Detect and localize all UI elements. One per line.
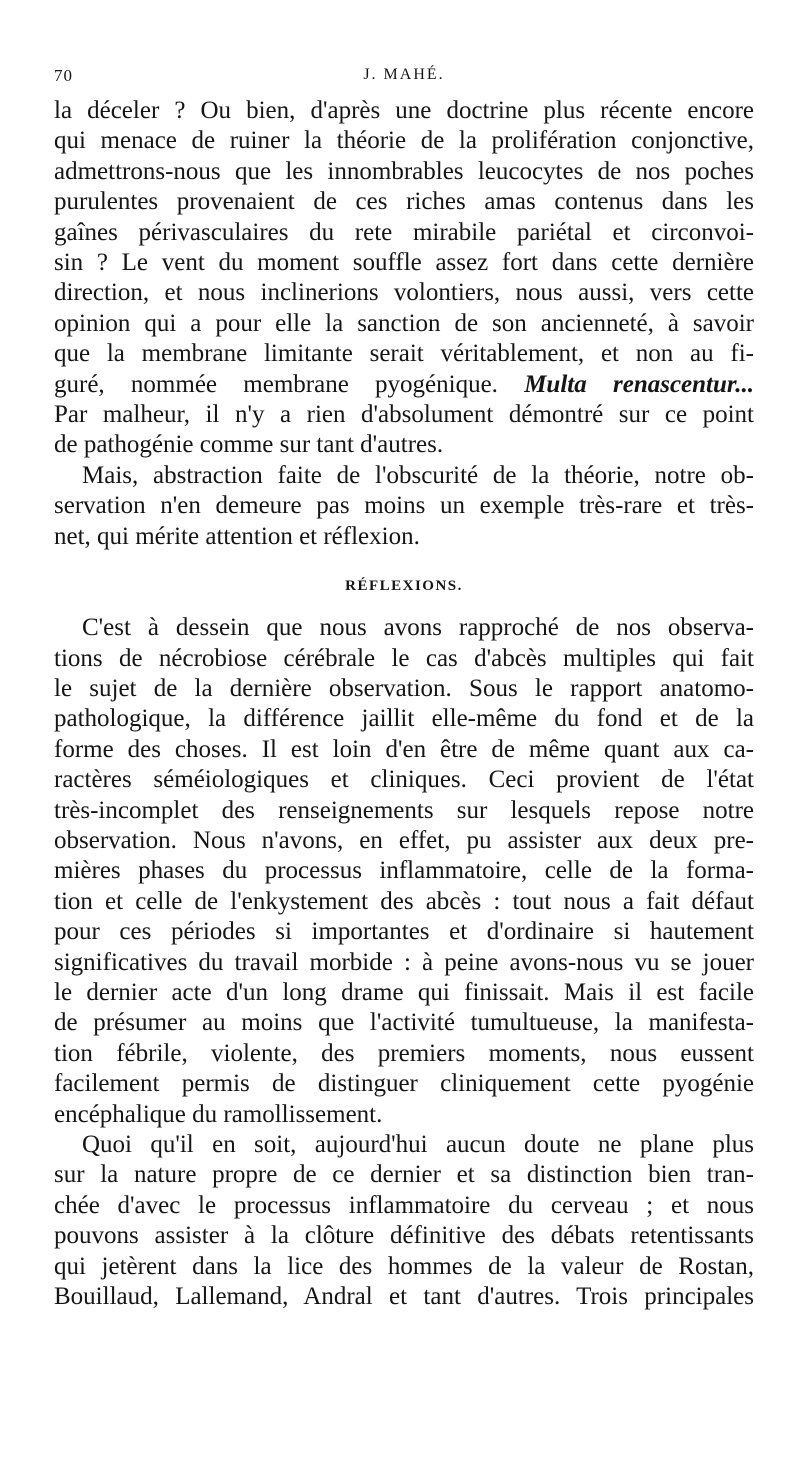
text-line: de présumer au moins que l'activité tumultueuse, la manifesta- bbox=[54, 1009, 754, 1037]
text-line: que la membrane limitante serait véritablement, et non au fi- bbox=[54, 340, 754, 368]
text-line: de pathogénie comme sur tant d'autres. bbox=[54, 431, 444, 459]
page-number: 70 bbox=[54, 66, 73, 85]
paragraph-4 bbox=[54, 1130, 754, 1312]
text-line: net, qui mérite attention et réflexion. bbox=[54, 522, 420, 550]
italic-latin-phrase: Multa renascentur... bbox=[524, 370, 754, 398]
text-line: forme des choses. Il est loin d'en être de même quant aux ca- bbox=[54, 735, 754, 763]
text-line: pour ces périodes si importantes et d'ordinaire si hautement bbox=[54, 918, 754, 946]
text-line: sin ? Le vent du moment souffle assez fort dans cette dernière bbox=[54, 249, 754, 277]
text-line: tion fébrile, violente, des premiers moments, nous eussent bbox=[54, 1039, 754, 1067]
text-line: ractères séméiologiques et cliniques. Ceci provient de l'état bbox=[54, 766, 754, 794]
text-line: tions de nécrobiose cérébrale le cas d'abcès multiples qui fait bbox=[54, 644, 754, 672]
text-line: pathologique, la différence jaillit elle-même du fond et de la bbox=[54, 705, 754, 733]
running-title: J. MAHÉ. bbox=[363, 66, 445, 83]
text-line: Par malheur, il n'y a rien d'absolument démontré sur ce point bbox=[54, 401, 754, 429]
text-line: qui menace de ruiner la théorie de la prolifération conjonctive, bbox=[54, 127, 754, 155]
text-line: chée d'avec le processus inflammatoire du cerveau ; et nous bbox=[54, 1191, 754, 1219]
book-page bbox=[54, 62, 754, 1312]
text-line: qui jetèrent dans la lice des hommes de la valeur de Rostan, bbox=[54, 1252, 754, 1280]
text-line: Quoi qu'il en soit, aujourd'hui aucun doute ne plane plus bbox=[82, 1131, 754, 1158]
text-line: gaînes périvasculaires du rete mirabile pariétal et circonvoi- bbox=[54, 218, 754, 246]
section-heading: RÉFLEXIONS. bbox=[345, 578, 463, 595]
text-line: Bouillaud, Lallemand, Andral et tant d'autres. Trois principales bbox=[54, 1283, 754, 1311]
text-line: Mais, abstraction faite de l'obscurité de la théorie, notre ob- bbox=[82, 461, 754, 489]
text-fragment: guré, nommée membrane pyogénique. bbox=[54, 370, 498, 398]
text-line: servation n'en demeure pas moins un exemple très-rare et très- bbox=[54, 492, 754, 520]
paragraph-2 bbox=[54, 461, 754, 552]
text-line: encéphalique du ramollissement. bbox=[54, 1100, 383, 1128]
text-line: mières phases du processus inflammatoire, celle de la forma- bbox=[54, 857, 754, 885]
text-line: la déceler ? Ou bien, d'après une doctrine plus récente encore bbox=[54, 97, 754, 124]
text-line-with-italic bbox=[54, 370, 754, 400]
text-line: le sujet de la dernière observation. Sous le rapport anatomo- bbox=[54, 674, 754, 702]
text-line: le dernier acte d'un long drame qui finissait. Mais il est facile bbox=[54, 978, 754, 1006]
text-line: opinion qui a pour elle la sanction de son ancienneté, à savoir bbox=[54, 309, 754, 337]
text-line: sur la nature propre de ce dernier et sa distinction bien tran- bbox=[54, 1161, 754, 1189]
text-line: facilement permis de distinguer cliniquement cette pyogénie bbox=[54, 1070, 754, 1098]
paragraph-1 bbox=[54, 96, 754, 461]
running-header bbox=[54, 62, 754, 96]
text-line: C'est à dessein que nous avons rapproché de nos observa- bbox=[82, 614, 754, 642]
text-line: très-incomplet des renseignements sur lesquels repose notre bbox=[54, 796, 754, 824]
text-line: observation. Nous n'avons, en effet, pu assister aux deux pre- bbox=[54, 826, 754, 854]
text-line: pouvons assister à la clôture définitive des débats retentissants bbox=[54, 1222, 754, 1250]
text-line: tion et celle de l'enkystement des abcès : tout nous a fait défaut bbox=[54, 887, 754, 915]
text-line: admettrons-nous que les innombrables leucocytes de nos poches bbox=[54, 157, 754, 185]
paragraph-3 bbox=[54, 613, 754, 1130]
text-line: purulentes provenaient de ces riches amas contenus dans les bbox=[54, 188, 754, 216]
text-line: direction, et nous inclinerions volontiers, nous aussi, vers cette bbox=[54, 279, 754, 307]
text-line: significatives du travail morbide : à peine avons-nous vu se jouer bbox=[54, 948, 754, 976]
